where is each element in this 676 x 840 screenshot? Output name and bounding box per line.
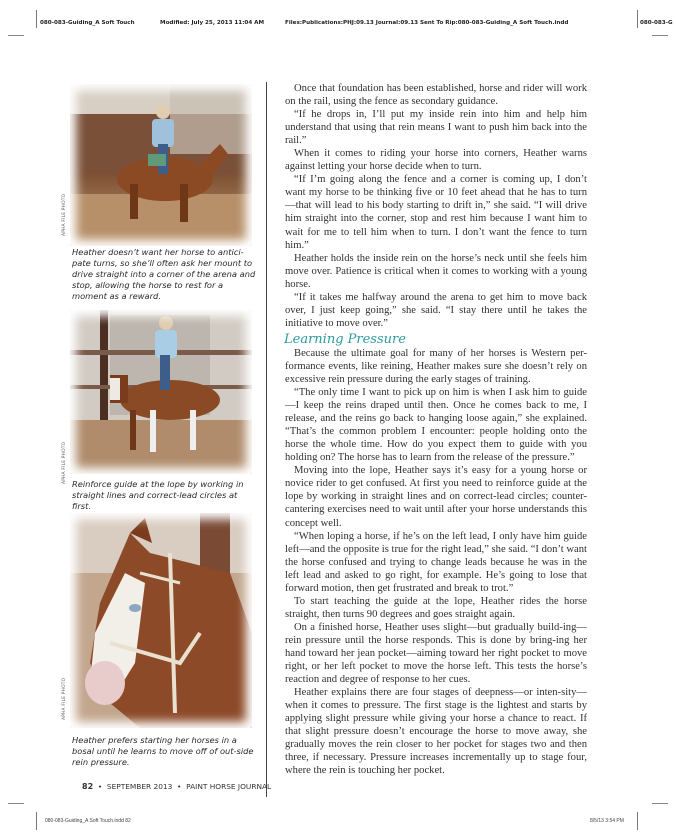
- folio-bullet: •: [177, 782, 182, 791]
- article-paragraph: “If it takes me halfway around the arena to get him to move back over, I just keep going,” she said. “I stay there until he takes the initiative to move over.”: [285, 291, 587, 329]
- bosal-horse-photo: [70, 513, 252, 728]
- article-paragraph: When it comes to riding your horse into corners, Heather warns against letting your horse decide when to turn.: [285, 148, 587, 173]
- crop-mark: [652, 803, 668, 804]
- section-subhead: Learning Pressure: [284, 331, 406, 347]
- footer-slug-timestamp: 8/5/13 3:54 PM: [590, 818, 624, 824]
- folio-publication: PAINT HORSE JOURNAL: [186, 782, 272, 791]
- column-rule: [266, 82, 267, 797]
- page-number: 82: [82, 782, 94, 791]
- article-paragraph: “If he drops in, I’ll put my inside rein into him and help him understand that using that rein means I want to push him back into the rail.”: [285, 109, 587, 147]
- footer-slug-file: 080-083-Guiding_A Soft Touch.indd 82: [45, 818, 131, 824]
- printer-slug-header: [0, 14, 676, 30]
- folio-issue: SEPTEMBER 2013: [106, 782, 173, 791]
- slug-modified: Modified: July 25, 2013 11:04 AM: [160, 20, 265, 26]
- article-paragraph: Because the ultimate goal for many of her horses is Western per-formance events, like reining, Heather makes sure she doesn’t rely on excessive rein pressure during the early stages of training.: [285, 347, 587, 385]
- crop-mark: [36, 10, 37, 28]
- slug-path: Files:Publications:PHJ:09.13 Journal:09.13 Sent To Rip:080-083-Guiding_A Soft Touch.indd: [285, 20, 569, 26]
- page-folio: [82, 782, 271, 791]
- crop-mark: [36, 812, 37, 830]
- article-body: [285, 82, 587, 777]
- slug-filename: 080-083-Guiding_A Soft Touch: [40, 20, 135, 26]
- crop-mark: [637, 812, 638, 830]
- article-paragraph: “If I’m going along the fence and a corner is coming up, I don’t want my horse to be thinking five or 10 feet ahead that he has to turn—that will lead to his body starting to drift in,” she said. “I will drive him straight into the corner, stop and rest him because I want him to wait for me to tell him when to turn. I don’t want the fence to turn him.”: [285, 174, 587, 251]
- crop-mark: [8, 35, 24, 36]
- article-paragraph: Once that foundation has been established, horse and rider will work on the rail, using the fence as secondary guidance.: [285, 83, 587, 108]
- crop-mark: [652, 35, 668, 36]
- crop-mark: [8, 803, 24, 804]
- photo-caption: Heather doesn’t want her horse to antici-pate turns, so she’ll often ask her mount to drive straight into a corner of the arena and stop, allowing the horse to rest for a moment as a reward.: [72, 247, 256, 301]
- article-paragraph: To start teaching the guide at the lope, Heather rides the horse straight, then turns 90 degrees and goes straight again.: [285, 595, 587, 620]
- photo-caption: Heather prefers starting her horses in a bosal until he learns to move off of out-side rein pressure.: [72, 735, 254, 767]
- article-paragraph: Heather explains there are four stages of deepness—or inten-sity—when it comes to pressure. The first stage is the lightest and starts by applying slight pressure while giving your horse a chance to react. If that slight pressure doesn’t encourage the horse to move away, she gradually moves the rein closer to her pocket for stages two and then three, if necessary. Pressure increases incrementally up to stage four, where the rein is touching her pocket.: [285, 687, 587, 777]
- folio-bullet: •: [97, 782, 103, 791]
- article-paragraph: Heather holds the inside rein on the horse’s neck until she feels him move over. Patience is critical when it comes to working with a young horse.: [285, 252, 587, 290]
- photo-credit: APHA FILE PHOTO: [62, 677, 67, 720]
- photo-credit: APHA FILE PHOTO: [62, 441, 67, 484]
- slug-right-fragment: 080-083-G: [640, 20, 673, 26]
- article-paragraph: “When loping a horse, if he’s on the left lead, I only have him guide left—and the opposite is true for the right lead,” she said. “I don’t want the horse confused and trying to change leads because he was in the left lead and asked to go right, for example. He’s going to lose that forward motion, then get frustrated and break to trot.”: [285, 530, 587, 594]
- photo-credit: APHA FILE PHOTO: [62, 193, 67, 236]
- photo-caption: Reinforce guide at the lope by working in straight lines and correct-lead circles at first.: [72, 479, 244, 511]
- crop-mark: [637, 10, 638, 28]
- lope-guide-photo: [70, 310, 252, 474]
- article-paragraph: Moving into the lope, Heather says it’s easy for a young horse or novice rider to get confused. At first you need to reinforce guide at the lope by working in straight lines and on correct-lead circles; counter-cantering exercises need to wait until after your horse understands this concept well.: [285, 465, 587, 529]
- rider-on-rail-photo: [70, 84, 252, 246]
- article-paragraph: “The only time I want to pick up on him is when I ask him to guide—I keep the reins draped until then. Once he comes back to me, I release, and the reins go back to hanging loose again,” she explained. “That’s the common problem I encounter: people holding onto the horse the whole time. How do you expect them to guide with you holding on? The horse has to learn from the release of the pressure.”: [285, 387, 587, 464]
- article-paragraph: On a finished horse, Heather uses slight—but gradually build-ing—rein pressure until the horse responds. This is done by bring-ing her hand toward her jean pocket—aiming toward her right pocket to move right, or her left pocket to move the horse left. This tests the horse’s reaction and degree of response to her cues.: [285, 621, 587, 686]
